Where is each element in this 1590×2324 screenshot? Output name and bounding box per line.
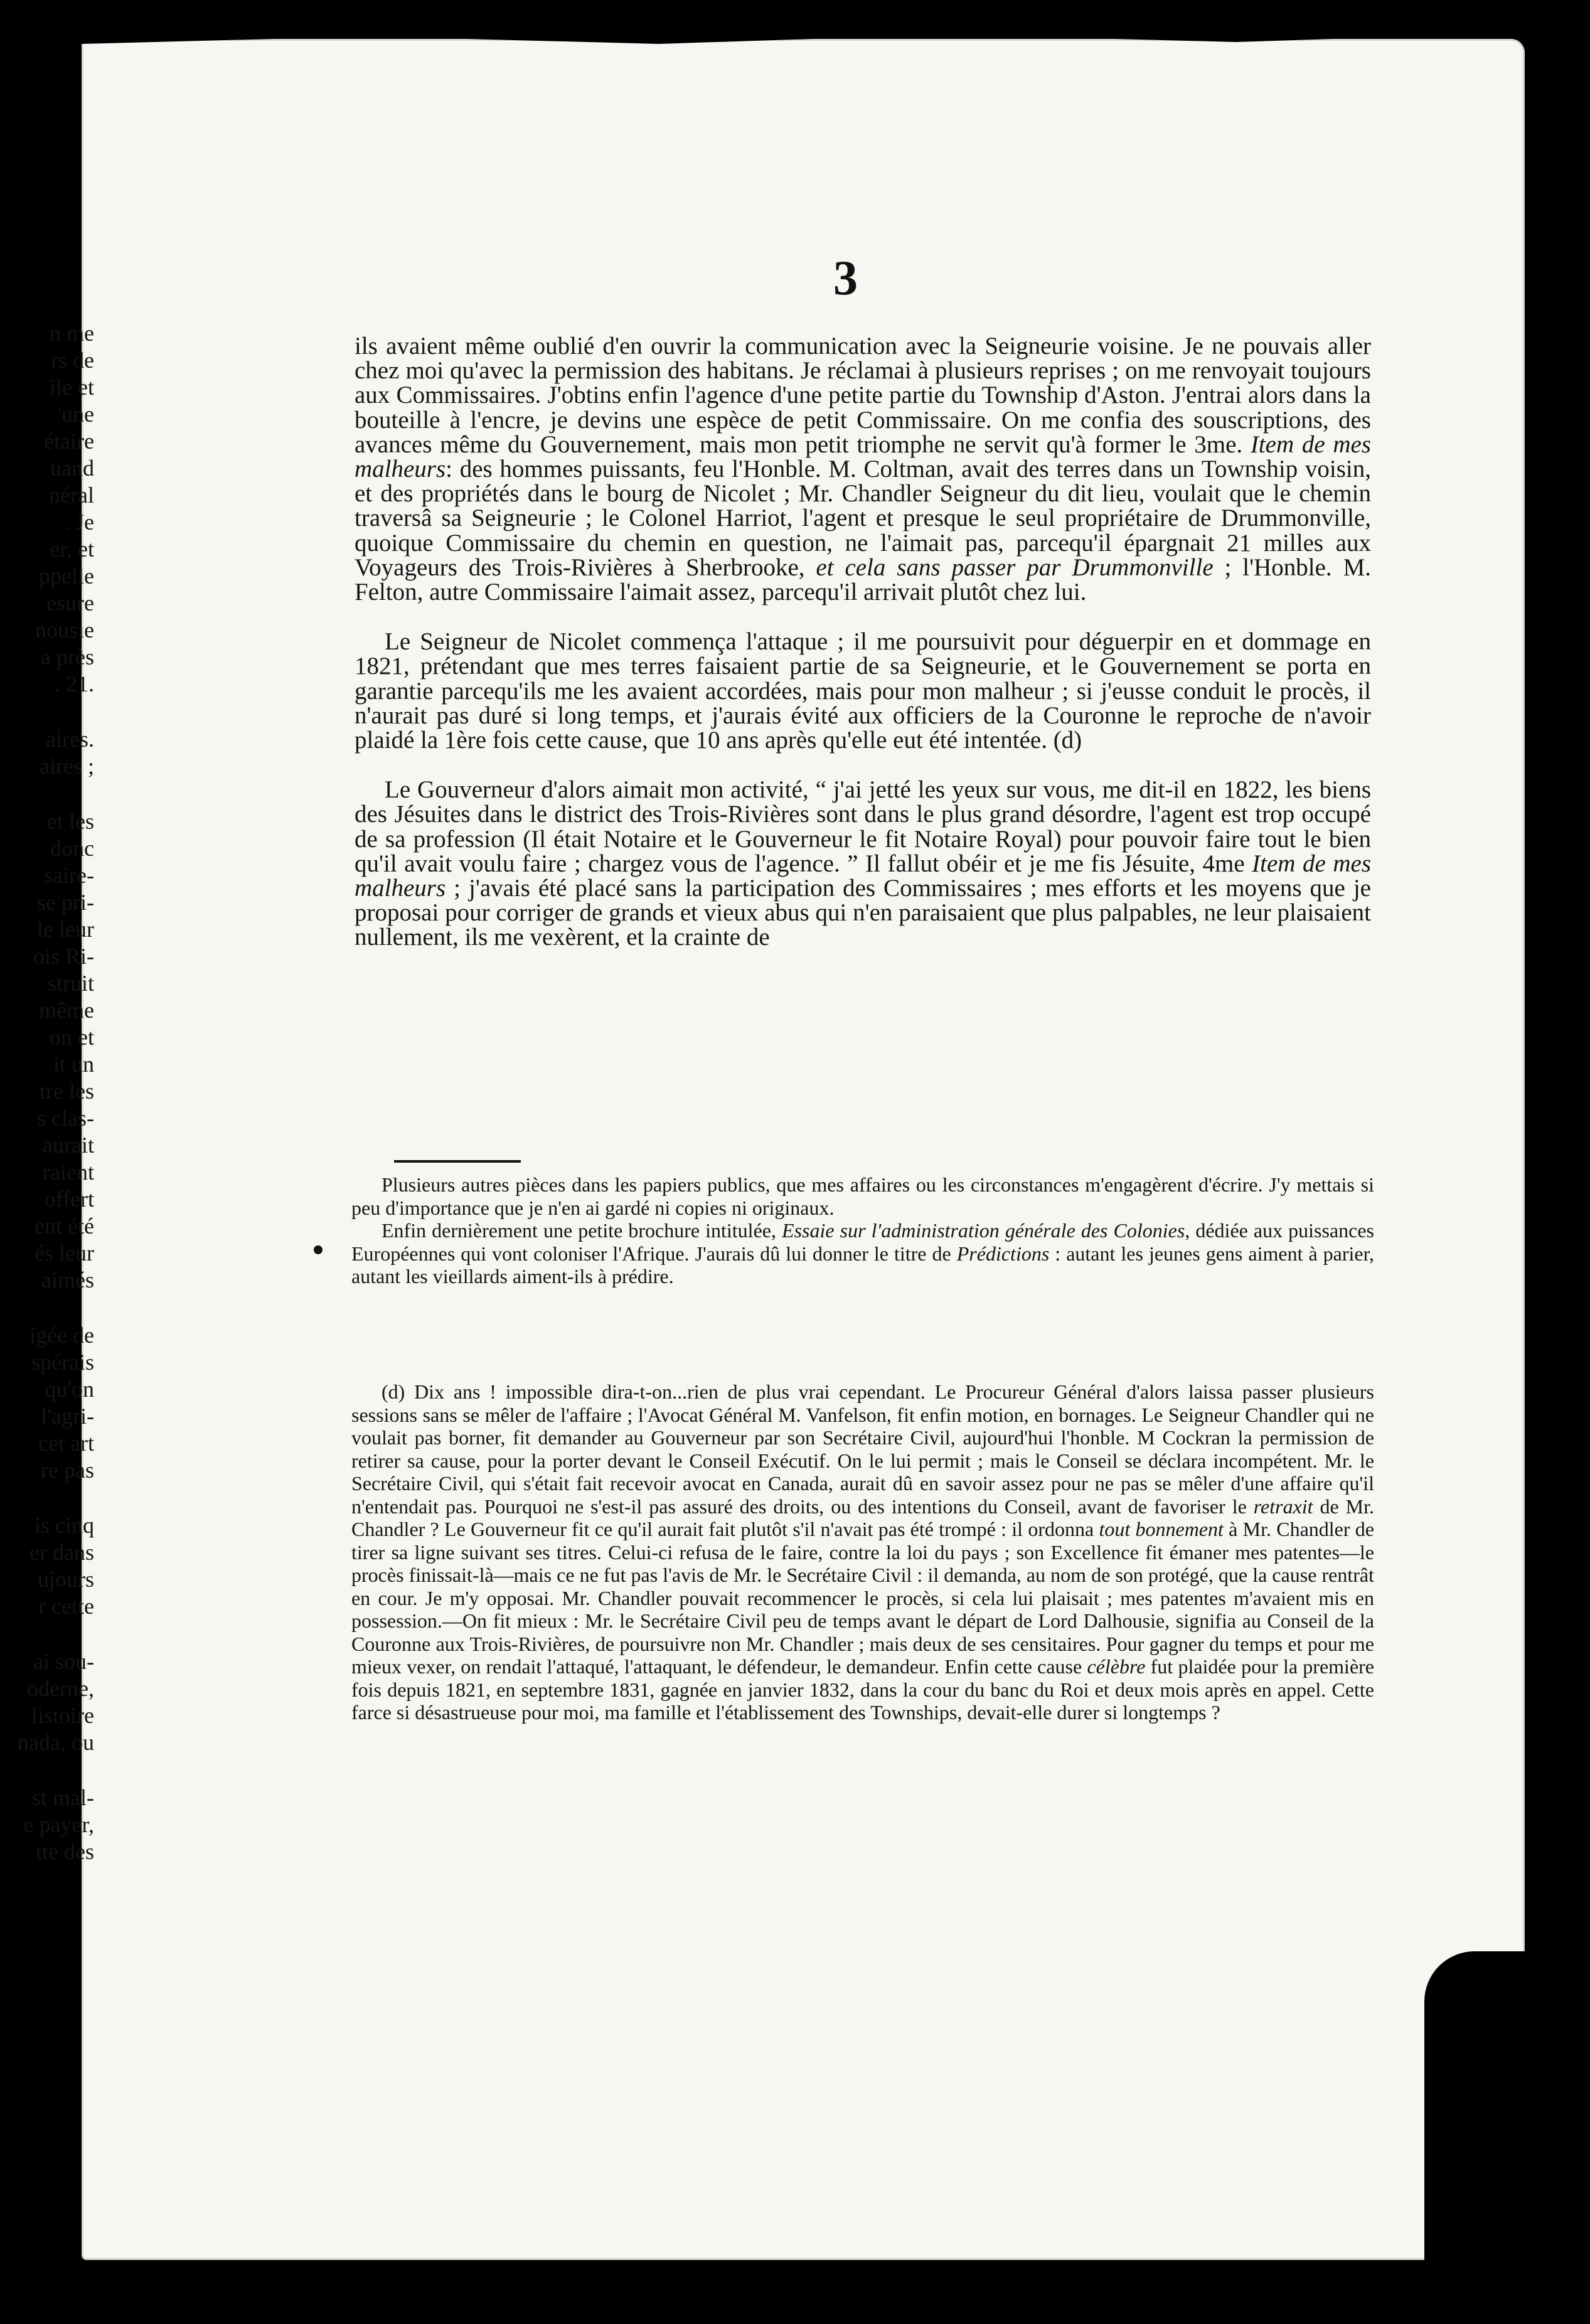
text-run: Plusieurs autres pièces dans les papiers publics, que mes affaires ou les circonstances m'engagèrent d'écrire. J'y mettais si peu d'importance que je n'en ai gardé ni copies ni originaux. <box>351 1173 1374 1219</box>
text-run: fut plaidée pour la première fois depuis 1821, en septembre 1831, gagnée en janvier 1832, dans la cour du banc du Roi et deux mois après en appel. Cette farce si désastrueuse pour moi, ma famille et l'établissement des Townships, devait-elle durer si longtemps ? <box>351 1655 1375 1724</box>
facing-page-fragment: offert <box>44 1186 94 1212</box>
facing-page-fragment: ujours <box>38 1567 94 1592</box>
text-run: : autant les jeunes gens aiment à parier, autant les vieillards aiment-ils à prédire. <box>351 1242 1375 1287</box>
facing-page-fragment: aires. <box>46 727 94 752</box>
facing-page-fragment: qu'on <box>45 1377 94 1402</box>
italic-text: célèbre <box>1087 1655 1146 1678</box>
facing-page-fragment: re pas <box>41 1458 94 1483</box>
facing-page-fragment <box>0 780 94 808</box>
paragraph <box>355 777 1371 949</box>
facing-page-fragment: s clas- <box>37 1106 94 1131</box>
page-number: 3 <box>833 250 858 305</box>
facing-page-fragment: listoire <box>31 1703 94 1728</box>
text-run: ; j'avais été placé sans la participation des Commissaires ; mes efforts et les moyens que je proposai pour corriger de grands et vieux abus qui n'en paraisaient que plus palpables, ne leur plaisaient nullement, ils me vexèrent, et la crainte de <box>355 875 1371 951</box>
facing-page-fragment: er dans <box>29 1540 94 1565</box>
footnote-block-d <box>351 1380 1374 1724</box>
facing-page-fragment: aires ; <box>40 754 94 779</box>
facing-page-bleed <box>0 320 94 1865</box>
facing-page-fragment: 'une <box>57 402 94 427</box>
facing-page-fragment: même <box>39 998 94 1023</box>
facing-page-fragment: er, et <box>50 536 94 562</box>
paragraph <box>351 1219 1374 1288</box>
facing-page-fragment <box>0 1756 94 1784</box>
italic-text: Item de mes malheurs <box>355 850 1372 902</box>
facing-page-fragment: rs de <box>51 348 94 373</box>
facing-page-fragment: nada, ou <box>18 1730 94 1755</box>
facing-page-fragment: esure <box>46 590 94 616</box>
facing-page-fragment <box>0 1484 94 1512</box>
facing-page-fragment: st mal- <box>32 1785 94 1810</box>
text-run: ils avaient même oublié d'en ouvrir la communication avec la Seigneurie voisine. Je ne pouvais aller chez moi qu'avec la permission des habitans. Je réclamai à plusieurs reprises ; on me renvoyait toujours aux Commissaires. J'obtins enfin l'agence d'une petite partie du Township d'Aston. J'entrai alors dans la bouteille à l'encre, je devins une espèce de petit Commissaire. On me confia des souscriptions, des avances même du Gouvernement, mais mon petit triomphe ne servit qu'à former le 3me. <box>355 333 1371 458</box>
text-run: ; l'Honble. M. Felton, autre Commissaire l'aimait assez, parcequ'il arrivait plutôt chez lui. <box>355 553 1371 606</box>
facing-page-fragment <box>0 698 94 726</box>
facing-page-fragment: is cinq <box>35 1513 94 1538</box>
facing-page-fragment: nousie <box>35 617 94 642</box>
facing-page-fragment: l'agri- <box>41 1404 94 1429</box>
italic-text: Prédictions <box>956 1242 1050 1265</box>
text-run: (d) Dix ans ! impossible dira-t-on...rien de plus vrai cependant. Le Procureur Général d'alors laissa passer plusieurs sessions sans se mêler de l'affaire ; l'Avocat Général M. Vanfelson, fit enfin motion, en bornages. Le Seigneur Chandler qui ne voulait pas borner, fit demander au Gouverneur par son Secrétaire Civil, aujourd'hui l'honble. M Cockran la permission de retirer sa cause, pour la porter devant le Conseil Exécutif. On le lui permit ; mais le Conseil se déclara incompétent. Mr. le Secrétaire Civil, qui s'était fait recevoir avocat en Canada, aurait dû en savoir assez pour ne pas se mêler d'une affaire qu'il n'entendait pas. Pourquoi ne s'est-il pas assuré des droits, ou des intentions du Conseil, avant de favoriser le <box>351 1380 1374 1518</box>
text-run: Le Gouverneur d'alors aimait mon activité, “ j'ai jetté les yeux sur vous, me dit-il en 1822, les biens des Jésuites dans le district des Trois-Rivières sont dans le plus grand désordre, l'agent est trop occupé de sa profession (Il était Notaire et le Gouverneur le fit Notaire Royal) pour pouvoir faire tout le bien qu'il avait voulu faire ; chargez vous de l'agence. ” Il fallut obéir et je me fis Jésuite, 4me <box>355 776 1371 877</box>
facing-page-fragment: ai sou- <box>33 1649 94 1674</box>
footnote-block-1 <box>351 1173 1374 1288</box>
italic-text: et cela sans passer par Drummonville <box>816 553 1214 581</box>
facing-page-fragment: oderne, <box>27 1676 94 1701</box>
torn-edge-bottom-right <box>1424 1951 1531 2265</box>
facing-page-fragment: raient <box>43 1159 94 1185</box>
facing-page-fragment: aimés <box>41 1267 94 1293</box>
facing-page-fragment: donc <box>50 836 94 861</box>
body-text <box>355 334 1371 975</box>
facing-page-fragment: struit <box>47 971 94 996</box>
facing-page-fragment: r cette <box>38 1594 94 1619</box>
paragraph <box>351 1173 1374 1219</box>
facing-page-fragment <box>0 1620 94 1648</box>
facing-page-fragment: néral <box>49 482 94 508</box>
facing-page-fragment: . Je <box>64 509 94 535</box>
facing-page-fragment: le leur <box>37 917 94 942</box>
facing-page-fragment: on et <box>50 1025 94 1050</box>
text-run: : des hommes puissants, feu l'Honble. M. Coltman, avait des terres dans un Township voisin, et des propriétés dans le bourg de Nicolet ; Mr. Chandler Seigneur du dit lieu, voulait que le chemin traversâ sa Seigneurie ; le Colonel Harriot, l'agent et presque le seul propriétaire de Drummonville, quoique Commissaire du chemin en question, ne l'aimait pas, parcequ'il épargnait 21 milles aux Voyageurs des Trois-Rivières à Sherbrooke, <box>355 456 1371 581</box>
ink-dot <box>314 1245 323 1254</box>
facing-page-fragment: aurait <box>43 1133 94 1158</box>
italic-text: tout bonnement <box>1099 1518 1224 1540</box>
facing-page-fragment: spérais <box>31 1350 94 1375</box>
facing-page-fragment: et les <box>47 809 94 834</box>
facing-page-fragment: se pri- <box>37 890 94 915</box>
facing-page-fragment: ile et <box>50 375 94 400</box>
facing-page-fragment: e payer, <box>23 1812 94 1837</box>
facing-page-fragment: igée de <box>29 1323 94 1348</box>
italic-text: Item de mes malheurs <box>355 430 1371 483</box>
facing-page-fragment: saire- <box>44 863 94 888</box>
facing-page-fragment: . 21. <box>55 671 94 696</box>
paragraph <box>355 629 1371 752</box>
facing-page-fragment: és leur <box>35 1240 94 1266</box>
facing-page-fragment <box>0 1294 94 1322</box>
facing-page-fragment: tte des <box>36 1839 94 1864</box>
text-run: Le Seigneur de Nicolet commença l'attaque ; il me poursuivit pour déguerpir en et dommage en 1821, prétendant que mes terres faisaient partie de sa Seigneurie, et le Gouvernement se porta en garantie parcequ'ils me les avaient accordées, mais pour mon malheur ; si j'eusse conduit le procès, il n'aurait pas duré si long temps, et j'aurais évité aux officiers de la Couronne le reproche de n'avoir plaidé la 1ère fois cette cause, que 10 ans après qu'elle eut été intentée. (d) <box>355 628 1371 754</box>
facing-page-fragment: ppelle <box>39 563 94 589</box>
facing-page-fragment: n me <box>50 321 94 346</box>
text-run: Enfin dernièrement une petite brochure intitulée, <box>381 1219 782 1242</box>
text-run: de Mr. Chandler ? Le Gouverneur fit ce qu'il aurait fait plutôt s'il n'avait pas été trompé : il ordonna <box>351 1495 1374 1540</box>
italic-text: Essaie sur l'administration générale des Colonies <box>782 1219 1185 1242</box>
facing-page-fragment: étaire <box>44 429 94 454</box>
italic-text: retraxit <box>1253 1495 1313 1518</box>
facing-page-fragment: tre les <box>40 1079 94 1104</box>
paragraph <box>351 1380 1374 1724</box>
facing-page-fragment: ois Ri- <box>33 944 94 969</box>
facing-page-fragment: a près <box>41 644 94 669</box>
text-run: à Mr. Chandler de tirer sa ligne suivant ses titres. Celui-ci refusa de le faire, contre la loi du pays ; son Excellence fit émaner mes patentes—le procès finissait-là—mais ce ne fut pas l'avis de Mr. le Secrétaire Civil : il demanda, au nom de son protégé, que la cause rentrât en cour. Je m'y opposai. Mr. Chandler pouvait recommencer le procès, si cela lui plaisait ; mes patentes m'avaient mis en possession.—On fit mieux : Mr. le Secrétaire Civil peu de temps avant le départ de Lord Dalhousie, signifia au Conseil de la Couronne aux Trois-Rivières, de poursuivre non Mr. Chandler ; mais deux de ses censitaires. Pour gagner du temps et pour me mieux vexer, on rendait l'attaqué, l'attaquant, le défendeur, le demandeur. Enfin cette cause <box>351 1518 1375 1678</box>
facing-page-fragment: uand <box>50 456 94 481</box>
paragraph <box>355 334 1371 604</box>
text-run: , dédiée aux puissances Européennes qui vont coloniser l'Afrique. J'aurais dû lui donner le titre de <box>351 1219 1375 1265</box>
facing-page-fragment: ent été <box>35 1213 94 1239</box>
footnote-rule <box>394 1160 521 1163</box>
facing-page-fragment: it un <box>53 1052 94 1077</box>
facing-page-fragment: cet art <box>38 1431 94 1456</box>
